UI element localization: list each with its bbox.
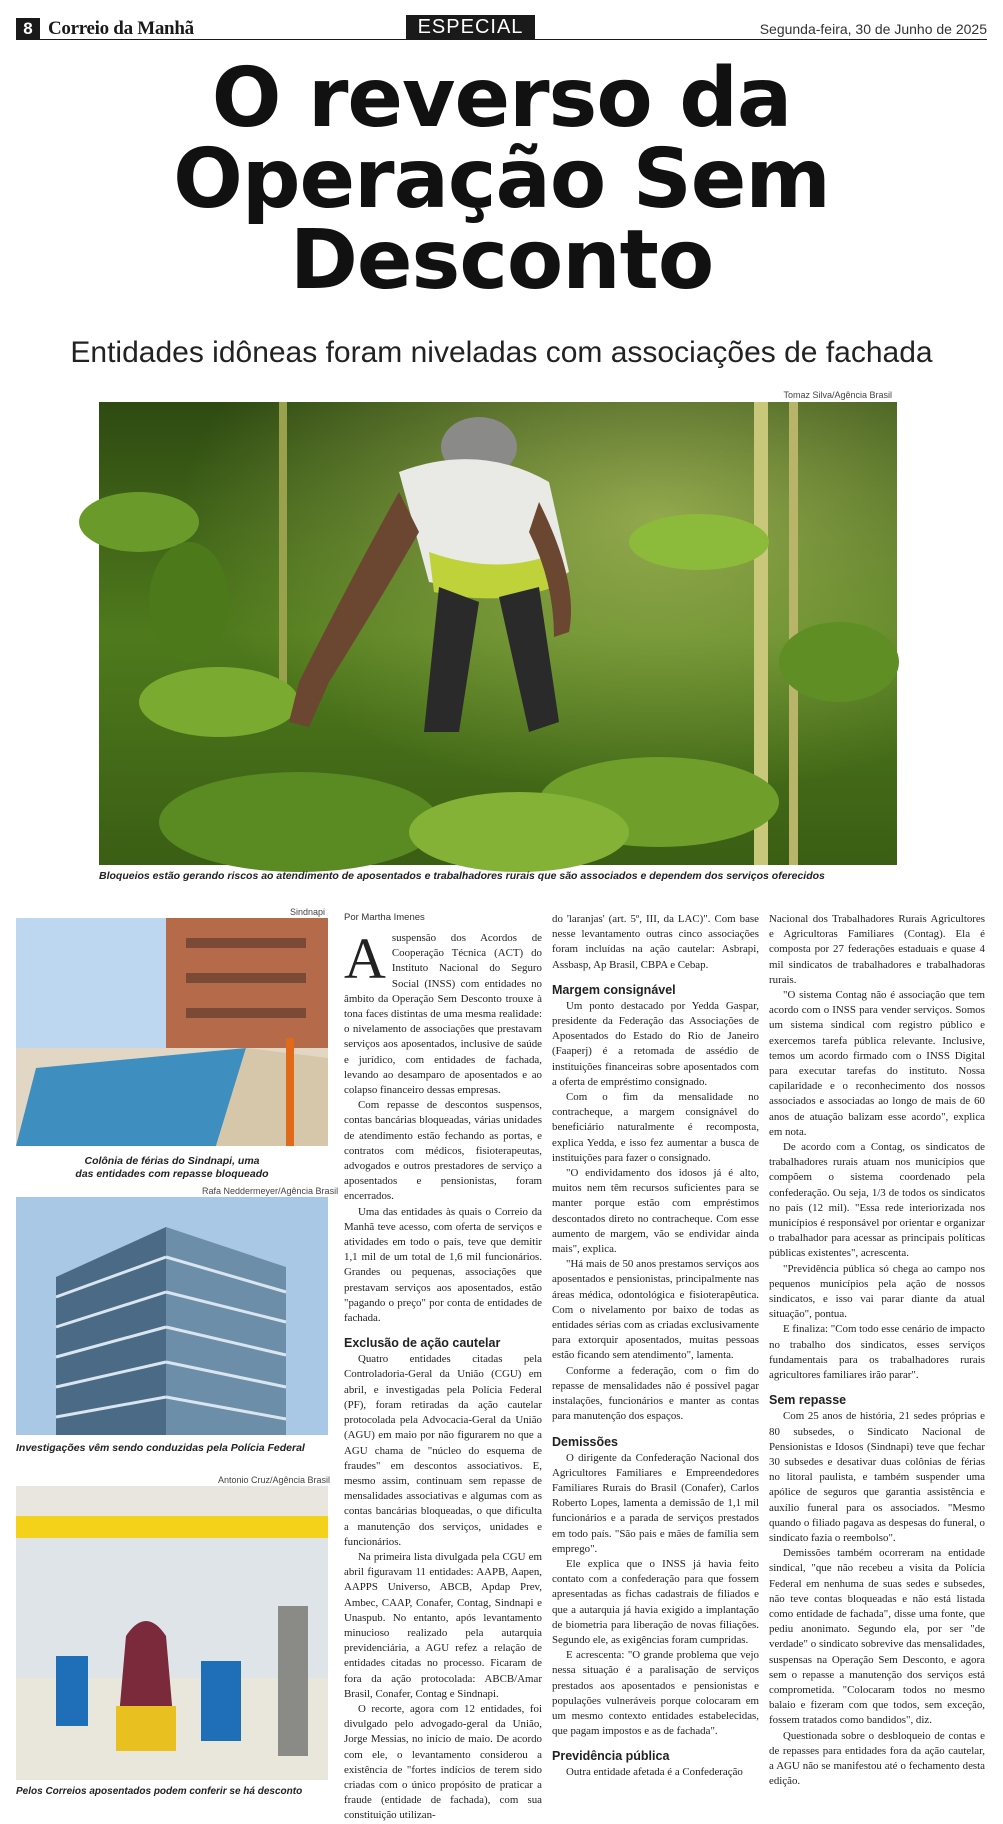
pool-building-illustration xyxy=(16,918,328,1146)
page-number: 8 xyxy=(16,18,40,40)
side-photo-credit: Sindnapi xyxy=(290,907,326,917)
edition-date: Segunda-feira, 30 de Junho de 2025 xyxy=(759,21,987,37)
side-photo-post-office xyxy=(16,1486,328,1780)
article-paragraph: E acrescenta: "O grande problema que vejo nessa situação é a paralisação de serviços prestados aos aposentados e pensionistas e populações vulneráveis porque colocaram em um mesmo contexto entidades estabelecidas, que pagam impostos e as de fachada". xyxy=(552,1649,759,1738)
caption-line: Colônia de férias do Sindnapi, uma xyxy=(84,1155,260,1167)
article-paragraph: Outra entidade afetada é a Confederação xyxy=(566,1766,743,1779)
headline-line: O reverso da xyxy=(211,51,792,146)
hero-photo-credit: Tomaz Silva/Agência Brasil xyxy=(783,390,892,400)
article-subheading: Sem repasse xyxy=(769,1393,847,1408)
headline-line: Operação Sem xyxy=(173,132,830,227)
side-photo-caption: Pelos Correios aposentados podem conferir se há desconto xyxy=(16,1786,303,1797)
farmer-in-field-illustration xyxy=(99,402,897,865)
side-photo-credit: Antonio Cruz/Agência Brasil xyxy=(218,1475,331,1485)
page-header xyxy=(16,18,987,40)
side-photo-credit: Rafa Neddermeyer/Agência Brasil xyxy=(202,1186,339,1196)
article-subheading: Previdência pública xyxy=(552,1749,670,1764)
article-paragraph: "Previdência pública só chega ao campo nos pequenos municípios pela ação de nossos sindicatos, e isso vai parar diante da atual situação", pontua. xyxy=(769,1262,985,1321)
section-label: ESPECIAL xyxy=(406,15,535,40)
article-paragraph: O dirigente da Confederação Nacional dos Agricultores Familiares e Empreendedores Familiares Rurais do Brasil (Conafer), Carlos Roberto Lopes, lamenta a demissão de 1,1 mil funcionários e a parada de serviços prestados em todo país. "São pais e mães de família sem emprego". xyxy=(552,1451,759,1555)
article-paragraph: Uma das entidades às quais o Correio da Manhã teve acesso, com oferta de serviços e atividades em todo o país, teve que demitir 1,1 mil de um total de 1,6 mil funcionários. Grandes ou pequenas, associações que prestavam serviços aos aposentados, estão "pagando o preço" por conta de entidades de fachada. xyxy=(344,1205,542,1325)
post-office-counter-illustration xyxy=(16,1486,328,1780)
article-subheading: Exclusão de ação cautelar xyxy=(344,1336,501,1351)
side-photo-caption xyxy=(16,1155,328,1181)
paragraph-text: suspensão dos Acordos de Cooperação Técnica (ACT) do Instituto Nacional do Seguro Social (INSS) com entidades no âmbito da Operação Sem Desconto trouxe à tona faces distintas de uma mesma realidade: o nivelamento de associações que prestavam serviços aos aposentados, inclusive de saúde e jurídico, com entidades de fachada, levando ao desamparo de aposentados e ao colapso financeiro dessas empresas. xyxy=(344,932,542,1097)
article-paragraph: E finaliza: "Com todo esse cenário de impacto no trabalho dos sindicatos, esses serviços fundamentais para os trabalhadores rurais agricultores familiares irão parar". xyxy=(769,1323,985,1382)
article-paragraph: Quatro entidades citadas pela Controladoria-Geral da União (CGU) em abril, e investigadas pela Polícia Federal (PF), foram retiradas da ação cautelar protocolada pela Advocacia-Geral da União (AGU) em maio por não figurarem no que a AGU chama de "núcleo do esquema de fraudes" em descontos associativos. E, mesmo assim, continuam sem repasse de mensalidades associativas e algumas com as contas bancárias bloqueadas, o que dificulta a manutenção dos serviços, unidades e funcionários. xyxy=(344,1353,542,1548)
caption-line: das entidades com repasse bloqueado xyxy=(75,1168,269,1180)
article-paragraph: Com 25 anos de história, 21 sedes próprias e 80 subsedes, o Sindicato Nacional de Pensionistas e Idosos (Sindnapi) teve que fechar 30 subsedes e desativar duas colônias de férias no litoral paulista, e também suspender uma apólice de seguros que garantia assistência e auxílio funeral para os associados. "Mesmo quando o filiado pagava as despesas do funeral, o sindicato fazia o reembolso". xyxy=(769,1410,985,1544)
glass-building-illustration xyxy=(16,1197,328,1435)
article-paragraph: Conforme a federação, com o fim do repasse de mensalidades não é possível pagar instalações, funcionários e manter as contas para manutenção dos espaços. xyxy=(552,1364,759,1423)
article-paragraph: De acordo com a Contag, os sindicatos de trabalhadores rurais atuam nos municípios que compõem o sistema coordenado pela confederação. Ou seja, 1/3 de todos os sindicatos no país (12 mil). "Essa rede interiorizada nos municípios é responsável por orientar e organizar o trabalhador para acessar as principais políticas públicas existentes", acrescenta. xyxy=(769,1141,985,1260)
hero-photo-caption: Bloqueios estão gerando riscos ao atendimento de aposentados e trabalhadores rurais que são associados e dependem dos serviços oferecidos xyxy=(99,870,825,882)
article-paragraph: Um ponto destacado por Yedda Gaspar, presidente da Federação das Associações de Aposentados do Estado do Rio de Janeiro (Faaperj) é a retomada de assédio de instituições financeiras sobre aposentados com a oferta de empréstimo consignado. xyxy=(552,999,759,1088)
article-column-3 xyxy=(769,912,985,1789)
newspaper-brand: Correio da Manhã xyxy=(48,18,194,39)
article-paragraph: do 'laranjas' (art. 5º, III, da LAC)". Com base nesse levantamento outras cinco associações foram incluídas na ação cautelar: Asbrapi, Assbasp, Ap Brasil, CBPA e Cebap. xyxy=(552,913,759,971)
article-subheading: Margem consignável xyxy=(552,982,676,997)
article-paragraph: Ele explica que o INSS já havia feito contato com a confederação para que fossem apresentadas as fichas cadastrais de filiados e que a autarquia já havia exigido a implantação de biometria para liberação de novas filiações. Segundo ele, as exigências foram cumpridas. xyxy=(552,1557,759,1646)
article-paragraph: Questionada sobre o desbloqueio de contas e de repasses para entidades fora da ação cautelar, a AGU não se manifestou até o fechamento desta edição. xyxy=(769,1729,985,1788)
hero-photo xyxy=(99,402,897,865)
headline xyxy=(0,51,1003,308)
article-paragraph: Na primeira lista divulgada pela CGU em abril figuravam 11 entidades: AAPB, Aapen, AAPPS Universo, ABCB, Apdap Prev, Ambec, CAAP, Conafer, Contag, Sindnapi e Unaspub. No entanto, após levantamento minucioso realizado pela autarquia previdenciária, a AGU refez a relação de entidades citadas no processo. Ficaram de fora da ação protocolada: ABCB/Amar Brasil, Conafer, Contag e Sindnapi. xyxy=(344,1550,542,1700)
article-subheading: Demissões xyxy=(552,1434,619,1449)
side-photo-caption: Investigações vêm sendo conduzidas pela Polícia Federal xyxy=(16,1442,305,1454)
article-column-2 xyxy=(552,912,759,1781)
article-paragraph: O recorte, agora com 12 entidades, foi divulgado pelo advogado-geral da União, Jorge Messias, no início de maio. De acordo com ele, o levantamento considerou a existência de "fortes indícios de terem sido criadas com o único propósito de praticar a fraude (entidade de fachada), com sua constituição utilizan- xyxy=(344,1702,542,1822)
article-paragraph: Com o fim da mensalidade no contracheque, a margem consignável do beneficiário naturalmente é recomposta, explica Yedda, e isso fez aumentar a busca de instituições para fazer o consignado. xyxy=(552,1091,759,1164)
article-paragraph: Com repasse de descontos suspensos, contas bancárias bloqueadas, várias unidades de atendimento estão fechando as portas, e contratos com médicos, fisioterapeutas, advogados e outros prestadores de serviço a aposentados e pensionistas, foram encerrados. xyxy=(344,1099,542,1203)
side-photo-colony xyxy=(16,918,328,1146)
headline-line: Desconto xyxy=(289,213,714,308)
byline: Por Martha Imenes xyxy=(344,912,425,923)
article-paragraph: "O sistema Contag não é associação que tem acordo com o INSS para vender serviços. Somos um sistema sindical com registro público e exercemos tarefa pública relevante. Inclusive, temos um acordo firmado com o INSS Digital para executar tarefas do instituto. Nossa capilaridade e o reconhecimento dos nossos associados e associadas ao longo de mais de 60 anos de atuação balizam esse acordo", explica em nota. xyxy=(769,989,985,1138)
article-paragraph: "Há mais de 50 anos prestamos serviços aos aposentados e pensionistas, principalmente nas áreas médica, odontológica e fisioterapêutica. Com o nivelamento por baixo de todas as entidades sérias com as criadas exclusivamente para extorquir aposentados, muitas pessoas estão ficando sem atendimento", lamenta. xyxy=(552,1258,759,1362)
drop-cap: A xyxy=(344,926,386,991)
subheadline: Entidades idôneas foram niveladas com associações de fachada xyxy=(70,336,933,369)
article-paragraph xyxy=(344,926,542,1098)
side-photo-building xyxy=(16,1197,328,1435)
article-paragraph: Demissões também ocorreram na entidade sindical, "que não recebeu a visita da Polícia Federal em nenhuma de suas sedes e subsedes, não teve contas bloqueadas e não está listada como entidade de fachada", disse uma fonte, que pediu anonimato. Segundo ela, por ser "de verdade" o sindicato sobrevive das mensalidades, suspensas na Operação Sem Desconto, e agora sem o repasse a manutenção dos serviços está comprometida. "Colocaram todos no mesmo balaio e fizeram com que todos, sem exceção, fossem tratados como bandidos", diz. xyxy=(769,1547,985,1727)
article-column-1 xyxy=(344,912,542,1824)
article-paragraph: Nacional dos Trabalhadores Rurais Agricultores e Agricultoras Familiares (Contag). Ela é composta por 27 federações estaduais e quase 4 mil sindicatos de trabalhadores e trabalhadoras rurais. xyxy=(769,913,985,986)
article-paragraph: "O endividamento dos idosos já é alto, muitos nem têm recursos suficientes para se manter porque estão com empréstimos descontados direto no contracheque. Com esse aumento de margem, vão se endividar ainda mais", explica. xyxy=(552,1167,759,1256)
